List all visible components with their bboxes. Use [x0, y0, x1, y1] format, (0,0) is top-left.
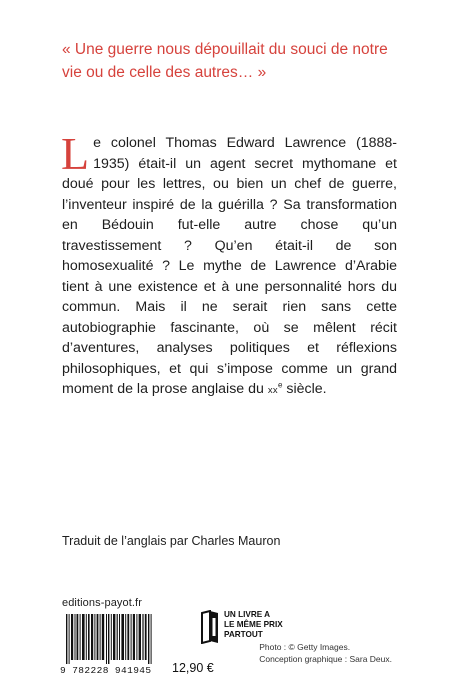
- book-icon: [201, 610, 219, 644]
- design-credit: Conception graphique : Sara Deux.: [259, 654, 392, 664]
- isbn-number: 9 782228 941945: [60, 665, 152, 676]
- drop-cap: L: [61, 128, 90, 179]
- badge-text: [224, 610, 283, 640]
- badge-line-1: UN LIVRE A: [224, 610, 271, 619]
- photo-credit: Photo : © Getty Images.: [259, 642, 351, 652]
- century-numeral: xx: [267, 385, 278, 396]
- badge-line-2: LE MÊME PRIX: [224, 620, 283, 629]
- century-superscript: e: [277, 380, 283, 390]
- blurb-text: e colonel Thomas Edward Lawrence (1888-1935) était-il un agent secret mythomane et doué pour les lettres, ou bien un chef de guerre, l’inventeur inspiré de la guérilla ? Sa transformation en Bédouin fut-elle autre chose qu’un travestissement ? Qu’en était-il de son homosexualité ? Le mythe de Lawrence d’Arabie tient à une existence et à une personnalité hors du commun. Mais il ne serait rien sans cette autobiographie fascinante, où se mêlent récit d’aventures, analyses politiques et réflexions philosophiques, et qui s’impose comme un grand moment de la prose anglaise du: [62, 135, 397, 397]
- badge-line-3: PARTOUT: [224, 630, 263, 639]
- blurb-text-end: siècle.: [282, 381, 327, 397]
- image-credits: [259, 641, 392, 665]
- publisher-website-link[interactable]: editions-payot.fr: [62, 597, 142, 609]
- barcode-icon: [60, 614, 160, 664]
- pull-quote: « Une guerre nous dépouillait du souci de notre vie ou de celle des autres… »: [62, 41, 388, 81]
- price-label: 12,90 €: [172, 661, 214, 675]
- back-cover-blurb: [61, 128, 397, 402]
- translator-credit: Traduit de l’anglais par Charles Mauron: [62, 534, 281, 548]
